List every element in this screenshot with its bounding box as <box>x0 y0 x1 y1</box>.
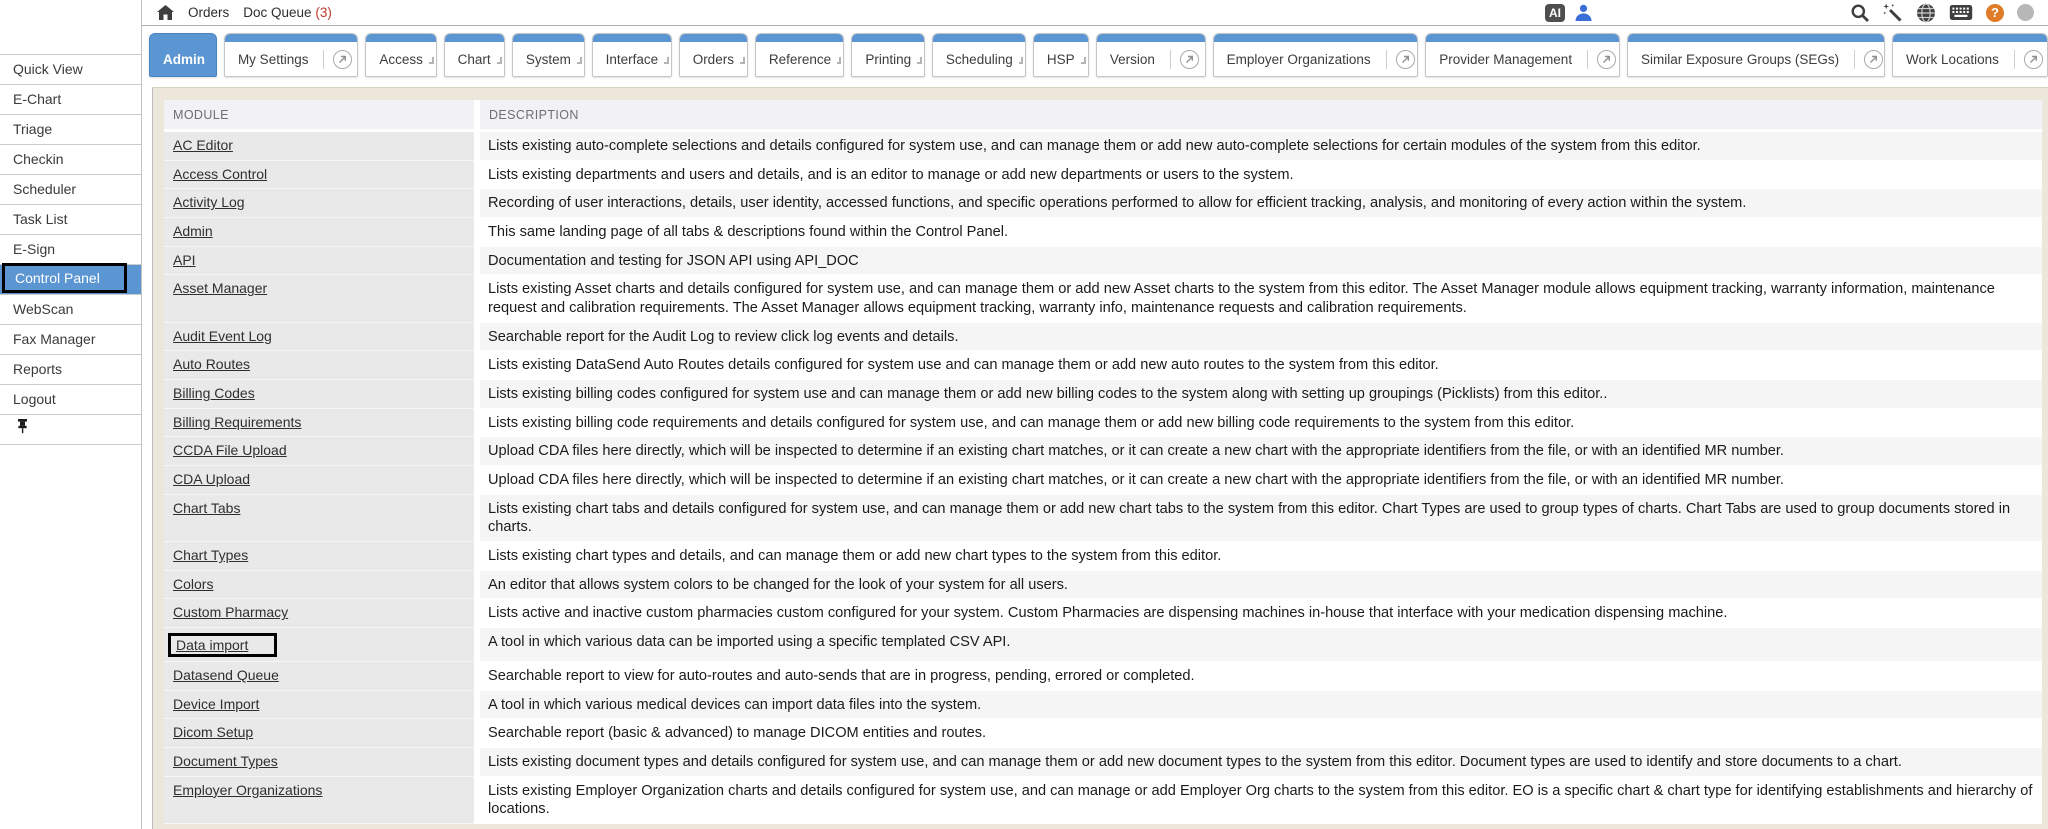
tab-corner-mark-icon <box>917 57 922 64</box>
tab-popout-wrap <box>323 50 352 69</box>
module-cell <box>164 571 474 600</box>
description-cell: Lists existing chart tabs and details configured for system use, and can manage them or add new chart tabs to the system from this editor. Chart Types are used to group types of charts. Chart Tabs are used to group documents stored in charts. <box>480 495 2042 542</box>
tab-label: Work Locations <box>1906 51 1999 67</box>
description-cell: Searchable report (basic & advanced) to manage DICOM entities and routes. <box>480 719 2042 748</box>
module-cell <box>164 777 474 824</box>
module-link-admin[interactable]: Admin <box>173 223 213 240</box>
description-cell: This same landing page of all tabs & descriptions found within the Control Panel. <box>480 218 2042 247</box>
tab-label: My Settings <box>237 51 309 67</box>
tab-reference[interactable] <box>755 33 845 77</box>
user-icon[interactable] <box>1574 3 1593 22</box>
tab-cap <box>1426 34 1619 42</box>
help-icon[interactable]: ? <box>1986 4 2004 22</box>
description-cell: Upload CDA files here directly, which will be inspected to determine if an existing chart matches, or it can create a new chart with the appropriate identifiers from the file, or with an identified MR number. <box>480 437 2042 466</box>
search-icon[interactable] <box>1850 3 1870 23</box>
utility-icons <box>1850 0 2034 25</box>
tab-popout-wrap <box>2014 50 2043 69</box>
ai-badge[interactable]: AI <box>1545 4 1565 22</box>
module-cell <box>164 662 474 691</box>
column-header-module: MODULE <box>164 100 474 132</box>
sidebar-item-triage[interactable]: Triage <box>0 114 141 144</box>
tab-label: Similar Exposure Groups (SEGs) <box>1641 51 1840 67</box>
module-link-device-import[interactable]: Device Import <box>173 695 260 712</box>
module-table <box>164 100 2042 824</box>
sidebar-spacer <box>0 0 141 54</box>
doc-queue-label: Doc Queue <box>243 5 312 20</box>
tab-cap <box>756 34 844 42</box>
tab-access[interactable] <box>365 33 436 77</box>
wand-icon[interactable] <box>1883 3 1903 23</box>
description-cell: Searchable report for the Audit Log to review click log events and details. <box>480 323 2042 352</box>
description-cell: Lists existing Employer Organization charts and details configured for system use, and can manage or add Employer Org charts to the system from this editor. EO is a specific chart & chart type for identifying establishments and hierarchy of locations. <box>480 777 2042 824</box>
tab-cap <box>1893 34 2047 42</box>
tab-printing[interactable] <box>851 33 925 77</box>
tab-cap <box>1097 34 1205 42</box>
sidebar-item-scheduler[interactable]: Scheduler <box>0 174 141 204</box>
doc-queue-count-badge: (3) <box>315 5 332 20</box>
sidebar-item-control-panel[interactable] <box>0 264 141 294</box>
module-link-audit-event-log[interactable]: Audit Event Log <box>173 327 272 344</box>
module-link-custom-pharmacy[interactable]: Custom Pharmacy <box>173 604 289 621</box>
module-link-data-import[interactable]: Data import <box>176 637 249 654</box>
module-cell <box>164 323 474 352</box>
tab-interface[interactable] <box>592 33 672 77</box>
tab-version[interactable] <box>1096 33 1206 77</box>
module-cell <box>164 275 474 322</box>
tab-bar <box>141 26 2048 87</box>
tab-corner-mark-icon <box>1081 57 1086 64</box>
tab-label: Admin <box>163 51 205 67</box>
tab-corner-mark-icon <box>664 57 669 64</box>
module-link-ac-editor[interactable]: AC Editor <box>173 137 233 153</box>
popout-arrow-icon[interactable] <box>333 50 352 69</box>
tab-label: Printing <box>865 51 912 67</box>
identity-icons <box>1545 0 1593 25</box>
popout-arrow-icon[interactable] <box>1597 50 1616 69</box>
description-cell: Searchable report to view for auto-routes and auto-sends that are in progress, pending, errored or completed. <box>480 662 2042 691</box>
description-cell: Lists existing billing codes configured for system use and can manage them or add new billing codes to the system along with setting up groupings (Picklists) from this editor.. <box>480 380 2042 409</box>
breadcrumb-orders[interactable]: Orders <box>188 5 230 20</box>
module-link-activity-log[interactable]: Activity Log <box>173 194 245 211</box>
keyboard-icon[interactable] <box>1949 4 1973 21</box>
sidebar-item-logout[interactable]: Logout <box>0 384 141 414</box>
module-link-colors[interactable]: Colors <box>173 575 214 592</box>
popout-arrow-icon[interactable] <box>1180 50 1199 69</box>
module-highlight-box <box>168 633 277 657</box>
module-link-chart-types[interactable]: Chart Types <box>173 547 249 564</box>
module-cell <box>164 691 474 720</box>
tab-cap <box>593 34 671 42</box>
pushpin-icon <box>15 415 30 444</box>
tab-popout-wrap <box>1170 50 1199 69</box>
module-link-ccda-file-upload[interactable]: CCDA File Upload <box>173 442 287 459</box>
sidebar-item-reports[interactable]: Reports <box>0 354 141 384</box>
tab-label: HSP <box>1046 51 1075 67</box>
tab-corner-mark-icon <box>740 57 745 64</box>
tab-popout-wrap <box>1854 50 1883 69</box>
module-cell <box>164 466 474 495</box>
tab-work-locations[interactable] <box>1892 33 2048 77</box>
module-link-dicom-setup[interactable]: Dicom Setup <box>173 724 254 741</box>
description-cell: An editor that allows system colors to be changed for the look of your system for all users. <box>480 571 2042 600</box>
description-cell: Documentation and testing for JSON API using API_DOC <box>480 247 2042 276</box>
tab-cap <box>680 34 747 42</box>
tab-hsp[interactable] <box>1033 33 1089 77</box>
tab-corner-mark-icon <box>497 57 502 64</box>
module-cell <box>164 748 474 777</box>
module-cell <box>164 161 474 190</box>
popout-arrow-icon[interactable] <box>1864 50 1883 69</box>
module-cell <box>164 218 474 247</box>
module-link-chart-tabs[interactable]: Chart Tabs <box>173 499 241 516</box>
module-link-billing-requirements[interactable]: Billing Requirements <box>173 413 302 430</box>
tab-my-settings[interactable] <box>224 33 358 77</box>
tab-label: Scheduling <box>945 51 1013 67</box>
module-link-billing-codes[interactable]: Billing Codes <box>173 385 255 402</box>
sidebar-pin-button[interactable] <box>0 414 141 445</box>
module-link-document-types[interactable]: Document Types <box>173 753 278 770</box>
module-cell <box>164 409 474 438</box>
tab-label: Provider Management <box>1439 51 1573 67</box>
tab-orders[interactable] <box>679 33 748 77</box>
tab-provider-management[interactable] <box>1425 33 1620 77</box>
tab-cap <box>933 34 1025 42</box>
control-panel-content <box>152 87 2048 829</box>
tab-cap <box>445 34 504 42</box>
tab-cap <box>366 34 435 42</box>
tab-scheduling[interactable] <box>932 33 1026 77</box>
module-cell <box>164 542 474 571</box>
module-cell <box>164 495 474 542</box>
tab-corner-mark-icon <box>429 57 434 64</box>
description-cell: Lists existing chart types and details, and can manage them or add new chart types to the system from this editor. <box>480 542 2042 571</box>
sidebar-active-highlight: Control Panel <box>2 263 127 293</box>
description-cell: A tool in which various data can be imported using a specific templated CSV API. <box>480 628 2042 662</box>
top-bar <box>141 0 2048 26</box>
module-link-auto-routes[interactable]: Auto Routes <box>173 356 251 373</box>
module-link-employer-organizations[interactable]: Employer Organizations <box>173 781 323 798</box>
tab-cap <box>1034 34 1088 42</box>
sidebar-item-checkin[interactable]: Checkin <box>0 144 141 174</box>
tab-popout-wrap <box>1587 50 1616 69</box>
module-cell <box>164 189 474 218</box>
sidebar-item-e-sign[interactable]: E-Sign <box>0 234 141 264</box>
sidebar-item-fax-manager[interactable]: Fax Manager <box>0 324 141 354</box>
tab-system[interactable] <box>512 33 585 77</box>
tab-label: Chart <box>457 51 491 67</box>
popout-arrow-icon[interactable] <box>2024 50 2043 69</box>
home-icon[interactable] <box>157 5 174 20</box>
sidebar-item-webscan[interactable]: WebScan <box>0 294 141 324</box>
tab-cap <box>852 34 924 42</box>
tab-employer-organizations[interactable] <box>1213 33 1419 77</box>
module-link-cda-upload[interactable]: CDA Upload <box>173 471 251 488</box>
tab-label: Version <box>1109 51 1155 67</box>
description-cell: Lists existing DataSend Auto Routes details configured for system use and can manage them or add new auto routes to the system from this editor. <box>480 351 2042 380</box>
column-header-description: DESCRIPTION <box>480 100 2042 132</box>
popout-arrow-icon[interactable] <box>1396 50 1415 69</box>
tab-label: Interface <box>605 51 659 67</box>
module-cell <box>164 628 474 662</box>
tab-corner-mark-icon <box>577 57 582 64</box>
module-link-asset-manager[interactable]: Asset Manager <box>173 280 268 297</box>
sidebar <box>0 0 142 829</box>
tab-label: Employer Organizations <box>1226 51 1371 67</box>
tab-corner-mark-icon <box>837 57 841 64</box>
tab-similar-exposure-groups-segs-[interactable] <box>1627 33 1885 77</box>
description-cell: Lists existing billing code requirements and details configured for system use, and can manage them or add new billing code requirements to the system from this editor. <box>480 409 2042 438</box>
module-cell <box>164 247 474 276</box>
sidebar-item-e-chart[interactable]: E-Chart <box>0 84 141 114</box>
description-cell: Lists existing document types and details configured for system use, and can manage them or add new document types to the system from this editor. Document types are used to identify and store documents to a chart. <box>480 748 2042 777</box>
description-cell: Lists active and inactive custom pharmacies custom configured for your system. Custom Pharmacies are dispensing machines in-house that interface with your medication dispensing machine. <box>480 599 2042 628</box>
globe-icon[interactable] <box>1916 3 1936 23</box>
breadcrumb-doc-queue[interactable] <box>243 5 332 20</box>
tab-cap <box>225 34 357 42</box>
module-cell <box>164 380 474 409</box>
module-link-api[interactable]: API <box>173 251 196 268</box>
tab-cap <box>513 34 584 42</box>
breadcrumb <box>141 5 332 20</box>
description-cell: A tool in which various medical devices can import data files into the system. <box>480 691 2042 720</box>
module-cell <box>164 351 474 380</box>
module-cell <box>164 437 474 466</box>
module-link-datasend-queue[interactable]: Datasend Queue <box>173 667 279 684</box>
module-cell <box>164 719 474 748</box>
tab-chart[interactable] <box>444 33 505 77</box>
description-cell: Recording of user interactions, details, user identity, accessed functions, and specific operations performed to allow for efficient tracking, analysis, and monitoring of every action within the system. <box>480 189 2042 218</box>
description-cell: Lists existing auto-complete selections and details configured for system use, and can manage them or add new auto-complete selections for certain modules of the system from this editor. <box>480 132 2042 161</box>
sidebar-item-task-list[interactable]: Task List <box>0 204 141 234</box>
description-cell: Lists existing Asset charts and details configured for system use, and can manage them or add new Asset charts to the system from this editor. The Asset Manager module allows equipment tracking, warranty information, maintenance request and calibration requirements. The Asset Manager allows equipment tracking, warranty info, maintenance requests and calibration requirements. <box>480 275 2042 322</box>
module-cell <box>164 599 474 628</box>
module-link-access-control[interactable]: Access Control <box>173 165 268 182</box>
tab-label: Reference <box>768 51 832 67</box>
tab-corner-mark-icon <box>1019 57 1023 64</box>
description-cell: Upload CDA files here directly, which will be inspected to determine if an existing chart matches, or it can create a new chart with the appropriate identifiers from the file, or with an identified MR number. <box>480 466 2042 495</box>
status-circle-icon <box>2017 4 2034 21</box>
tab-cap <box>1214 34 1418 42</box>
sidebar-item-quick-view[interactable]: Quick View <box>0 54 141 84</box>
tab-label: System <box>525 51 571 67</box>
tab-admin[interactable] <box>149 33 217 77</box>
module-cell <box>164 132 474 161</box>
tab-cap <box>1628 34 1884 42</box>
tab-label: Access <box>379 51 423 67</box>
tab-popout-wrap <box>1386 50 1415 69</box>
description-cell: Lists existing departments and users and details, and is an editor to manage or add new departments or users to the system. <box>480 161 2042 190</box>
tab-label: Orders <box>692 51 734 67</box>
